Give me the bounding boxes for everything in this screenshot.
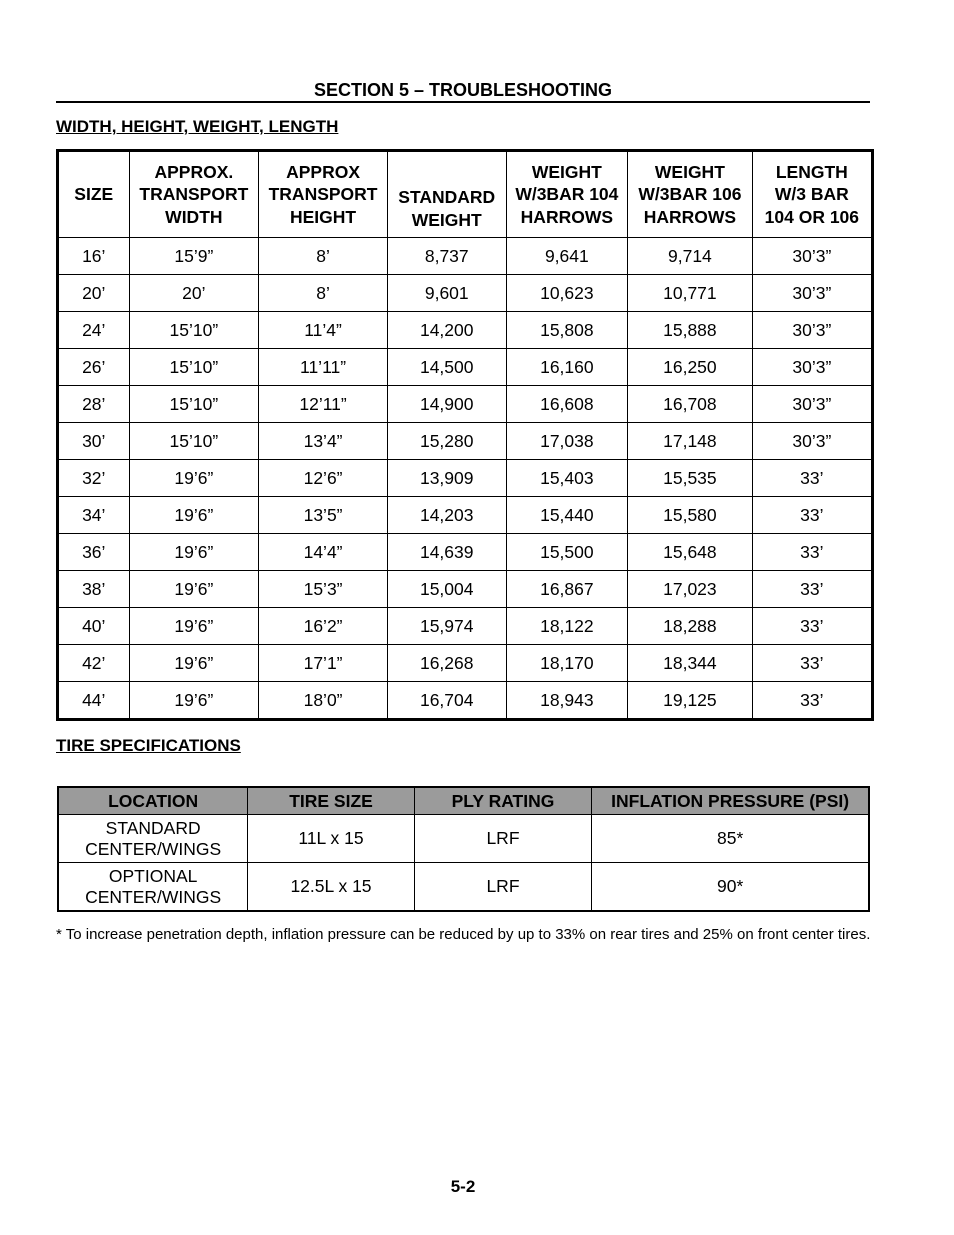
table-cell: 33’ — [752, 497, 872, 534]
table-cell: 13’5” — [259, 497, 388, 534]
table-cell: 17’1” — [259, 645, 388, 682]
table-cell: 12.5L x 15 — [248, 863, 414, 912]
tire-table — [57, 786, 870, 912]
table-cell: 19’6” — [129, 534, 259, 571]
title-rule — [56, 101, 870, 103]
table-cell: 8’ — [259, 275, 388, 312]
table-cell: 15,280 — [387, 423, 506, 460]
table-cell: 14,200 — [387, 312, 506, 349]
table-cell: 15,808 — [506, 312, 628, 349]
table-row — [58, 534, 873, 571]
tire-header-row — [58, 787, 869, 815]
table-cell: 30’3” — [752, 349, 872, 386]
dimensions-header-row — [58, 151, 873, 238]
table-cell: 15’10” — [129, 349, 259, 386]
table-row — [58, 312, 873, 349]
table-cell: 19’6” — [129, 682, 259, 720]
table-row — [58, 386, 873, 423]
header-transport-width: APPROX. TRANSPORT WIDTH — [129, 151, 259, 238]
table-cell: 38’ — [58, 571, 130, 608]
table-cell: 33’ — [752, 682, 872, 720]
table-cell: 12’11” — [259, 386, 388, 423]
table-cell: 18,288 — [628, 608, 753, 645]
table-cell: 14,900 — [387, 386, 506, 423]
table-cell: 19’6” — [129, 497, 259, 534]
table-row — [58, 349, 873, 386]
table-row — [58, 682, 873, 720]
table-row — [58, 238, 873, 275]
table-cell: 14,500 — [387, 349, 506, 386]
table-cell: 8,737 — [387, 238, 506, 275]
table-cell: 14,203 — [387, 497, 506, 534]
table-cell: 9,601 — [387, 275, 506, 312]
dimensions-heading: WIDTH, HEIGHT, WEIGHT, LENGTH — [56, 117, 339, 136]
table-cell: 42’ — [58, 645, 130, 682]
table-cell: 9,714 — [628, 238, 753, 275]
table-cell: 17,038 — [506, 423, 628, 460]
table-cell: 16,708 — [628, 386, 753, 423]
table-cell: 15,580 — [628, 497, 753, 534]
table-row — [58, 863, 869, 912]
table-cell: 10,771 — [628, 275, 753, 312]
table-row — [58, 497, 873, 534]
table-cell: 20’ — [58, 275, 130, 312]
header-length: LENGTH W/3 BAR 104 OR 106 — [752, 151, 872, 238]
table-cell: 30’3” — [752, 312, 872, 349]
table-cell: 32’ — [58, 460, 130, 497]
table-cell: 19,125 — [628, 682, 753, 720]
table-cell: 15’10” — [129, 312, 259, 349]
table-cell: 15,535 — [628, 460, 753, 497]
tire-header-size: TIRE SIZE — [248, 787, 414, 815]
table-cell: 20’ — [129, 275, 259, 312]
table-cell: 33’ — [752, 460, 872, 497]
table-row — [58, 608, 873, 645]
table-cell: 14’4” — [259, 534, 388, 571]
tire-header-ply: PLY RATING — [414, 787, 592, 815]
table-cell: 17,023 — [628, 571, 753, 608]
table-cell: 30’3” — [752, 238, 872, 275]
table-cell: 14,639 — [387, 534, 506, 571]
table-cell: 16’2” — [259, 608, 388, 645]
table-row — [58, 815, 869, 863]
table-cell: STANDARD CENTER/WINGS — [58, 815, 248, 863]
table-cell: 15,403 — [506, 460, 628, 497]
table-row — [58, 460, 873, 497]
table-cell: 33’ — [752, 608, 872, 645]
table-cell: 10,623 — [506, 275, 628, 312]
table-cell: OPTIONAL CENTER/WINGS — [58, 863, 248, 912]
table-cell: 34’ — [58, 497, 130, 534]
table-cell: 18,122 — [506, 608, 628, 645]
table-cell: 16,250 — [628, 349, 753, 386]
table-cell: LRF — [414, 815, 592, 863]
table-cell: 33’ — [752, 645, 872, 682]
header-standard-weight: STANDARD WEIGHT — [387, 151, 506, 238]
table-cell: 15,004 — [387, 571, 506, 608]
tire-header-pressure: INFLATION PRESSURE (PSI) — [592, 787, 869, 815]
table-cell: 16’ — [58, 238, 130, 275]
table-cell: 26’ — [58, 349, 130, 386]
table-cell: 18’0” — [259, 682, 388, 720]
table-cell: 15,440 — [506, 497, 628, 534]
table-cell: 18,344 — [628, 645, 753, 682]
table-cell: 11L x 15 — [248, 815, 414, 863]
table-cell: 16,704 — [387, 682, 506, 720]
table-cell: 18,943 — [506, 682, 628, 720]
footnote: * To increase penetration depth, inflation pressure can be reduced by up to 33% on rear tires and 25% on front center tires. — [56, 926, 871, 943]
table-cell: 90* — [592, 863, 869, 912]
table-cell: 36’ — [58, 534, 130, 571]
table-cell: 11’4” — [259, 312, 388, 349]
table-cell: 30’ — [58, 423, 130, 460]
table-row — [58, 275, 873, 312]
table-cell: 19’6” — [129, 571, 259, 608]
table-cell: 15’3” — [259, 571, 388, 608]
table-cell: 13’4” — [259, 423, 388, 460]
tire-heading: TIRE SPECIFICATIONS — [56, 736, 241, 755]
table-cell: 19’6” — [129, 460, 259, 497]
table-cell: 8’ — [259, 238, 388, 275]
table-cell: 85* — [592, 815, 869, 863]
table-cell: 16,160 — [506, 349, 628, 386]
table-cell: 33’ — [752, 571, 872, 608]
header-weight-106: WEIGHT W/3BAR 106 HARROWS — [628, 151, 753, 238]
section-title: SECTION 5 – TROUBLESHOOTING — [313, 80, 613, 100]
table-row — [58, 423, 873, 460]
table-cell: 16,608 — [506, 386, 628, 423]
table-cell: 28’ — [58, 386, 130, 423]
dimensions-table — [56, 149, 874, 721]
table-cell: 15,500 — [506, 534, 628, 571]
table-cell: 19’6” — [129, 608, 259, 645]
table-cell: 13,909 — [387, 460, 506, 497]
table-cell: 33’ — [752, 534, 872, 571]
table-cell: LRF — [414, 863, 592, 912]
table-cell: 15’10” — [129, 386, 259, 423]
table-cell: 30’3” — [752, 275, 872, 312]
table-cell: 15’10” — [129, 423, 259, 460]
page-number: 5-2 — [450, 1177, 476, 1196]
tire-header-location: LOCATION — [58, 787, 248, 815]
table-row — [58, 571, 873, 608]
table-cell: 30’3” — [752, 423, 872, 460]
table-row — [58, 645, 873, 682]
table-cell: 24’ — [58, 312, 130, 349]
table-cell: 15,888 — [628, 312, 753, 349]
table-cell: 15’9” — [129, 238, 259, 275]
table-cell: 11’11” — [259, 349, 388, 386]
table-cell: 15,648 — [628, 534, 753, 571]
table-cell: 15,974 — [387, 608, 506, 645]
table-cell: 18,170 — [506, 645, 628, 682]
table-cell: 17,148 — [628, 423, 753, 460]
table-cell: 16,867 — [506, 571, 628, 608]
header-weight-104: WEIGHT W/3BAR 104 HARROWS — [506, 151, 628, 238]
header-size: SIZE — [58, 151, 130, 238]
table-cell: 16,268 — [387, 645, 506, 682]
table-cell: 30’3” — [752, 386, 872, 423]
table-cell: 19’6” — [129, 645, 259, 682]
table-cell: 12’6” — [259, 460, 388, 497]
table-cell: 40’ — [58, 608, 130, 645]
table-cell: 44’ — [58, 682, 130, 720]
header-transport-height: APPROX TRANSPORT HEIGHT — [259, 151, 388, 238]
table-cell: 9,641 — [506, 238, 628, 275]
